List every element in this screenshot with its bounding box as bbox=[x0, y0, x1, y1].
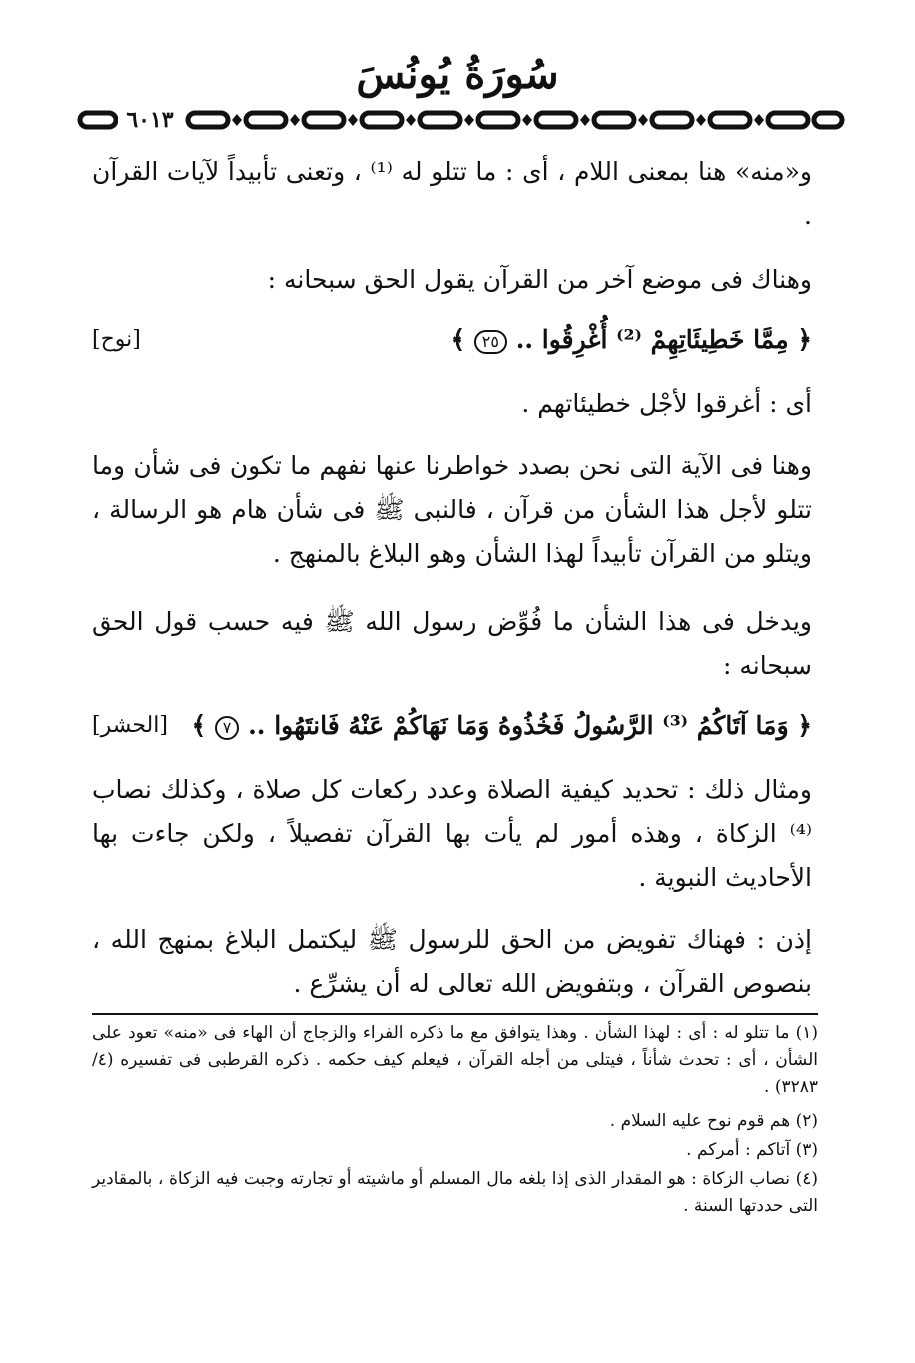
surah-title: سُورَةُ يُونُسَ bbox=[356, 51, 559, 98]
paragraph-5: ويدخل فى هذا الشأن ما فُوِّض رسول الله ﷺ فيه حسب قول الحق سبحانه : bbox=[92, 607, 812, 680]
verse-nuh-text: ﴿ مِمَّا خَطِيئَاتِهِمْ ⁽²⁾ أُغْرِقُوا .. bbox=[506, 325, 812, 354]
paragraph-2: وهناك فى موضع آخر من القرآن يقول الحق سبحانه : bbox=[267, 265, 812, 294]
paragraph-7: إذن : فهناك تفويض من الحق للرسول ﷺ ليكتمل البلاغ بمنهج الله ، بنصوص القرآن ، وبتفويض الله تعالى له أن يشرِّع . bbox=[92, 925, 812, 998]
footnote-3: (٣) آتاكم : أمركم . bbox=[686, 1140, 818, 1160]
verse-hashr-text: ﴿ وَمَا آتَاكُمُ ⁽³⁾ الرَّسُولُ فَخُذُوهُ وَمَا نَهَاكُمْ عَنْهُ فَانتَهُوا .. bbox=[239, 711, 812, 740]
paragraph-1: و«منه» هنا بمعنى اللام ، أى : ما تتلو له ⁽¹⁾ ، وتعنى تأبيداً لآيات القرآن . bbox=[92, 157, 812, 230]
verse-close-bracket: ﴾ bbox=[450, 325, 474, 354]
paragraph-3: أى : أغرقوا لأجْل خطيئاتهم . bbox=[521, 389, 812, 418]
verse-close-bracket: ﴾ bbox=[191, 711, 215, 740]
ornament-border bbox=[76, 108, 846, 132]
footnote-4: (٤) نصاب الزكاة : هو المقدار الذى إذا بلغه مال المسلم أو ماشيته أو تجارته وجبت فيه الزكاة ، بالمقادير التى حددتها السنة . bbox=[92, 1169, 818, 1216]
footnote-1: (١) ما تتلو له : أى : لهذا الشأن . وهذا يتوافق مع ما ذكره الفراء والزجاج أن الهاء فى «منه» تعود على الشأن ، أى : تحدث شأناً ، فيتلى من أجله القرآن ، فيعلم كيف حكمه . ذكره القرطبى فى تفسيره (٤/ ٣٢٨٣) . bbox=[92, 1023, 818, 1097]
ayah-number-badge: ٧ bbox=[215, 716, 240, 740]
verse-hashr bbox=[92, 704, 812, 748]
verse-nuh bbox=[92, 318, 812, 362]
surah-reference-nuh: [نوح] bbox=[92, 327, 141, 352]
footnote-divider bbox=[92, 1013, 818, 1015]
page-number: ٦٠١٣ bbox=[118, 107, 182, 133]
ayah-number-badge: ٢٥ bbox=[474, 330, 507, 354]
paragraph-4: وهنا فى الآية التى نحن بصدد خواطرنا عنها نفهم ما تكون فى شأن وما تتلو لأجل هذا الشأن من قرآن ، فالنبى ﷺ فى شأن هام هو الرسالة ، ويتلو من القرآن تأبيداً لهذا الشأن وهو البلاغ بالمنهج . bbox=[92, 451, 812, 568]
footnote-2: (٢) هم قوم نوح عليه السلام . bbox=[609, 1111, 818, 1131]
surah-reference-hashr: [الحشر] bbox=[92, 713, 168, 738]
paragraph-6: ومثال ذلك : تحديد كيفية الصلاة وعدد ركعات كل صلاة ، وكذلك نصاب ⁽⁴⁾ الزكاة ، وهذه أمور لم يأت بها القرآن تفصيلاً ، ولكن جاءت بها الأحاديث النبوية . bbox=[92, 775, 812, 892]
